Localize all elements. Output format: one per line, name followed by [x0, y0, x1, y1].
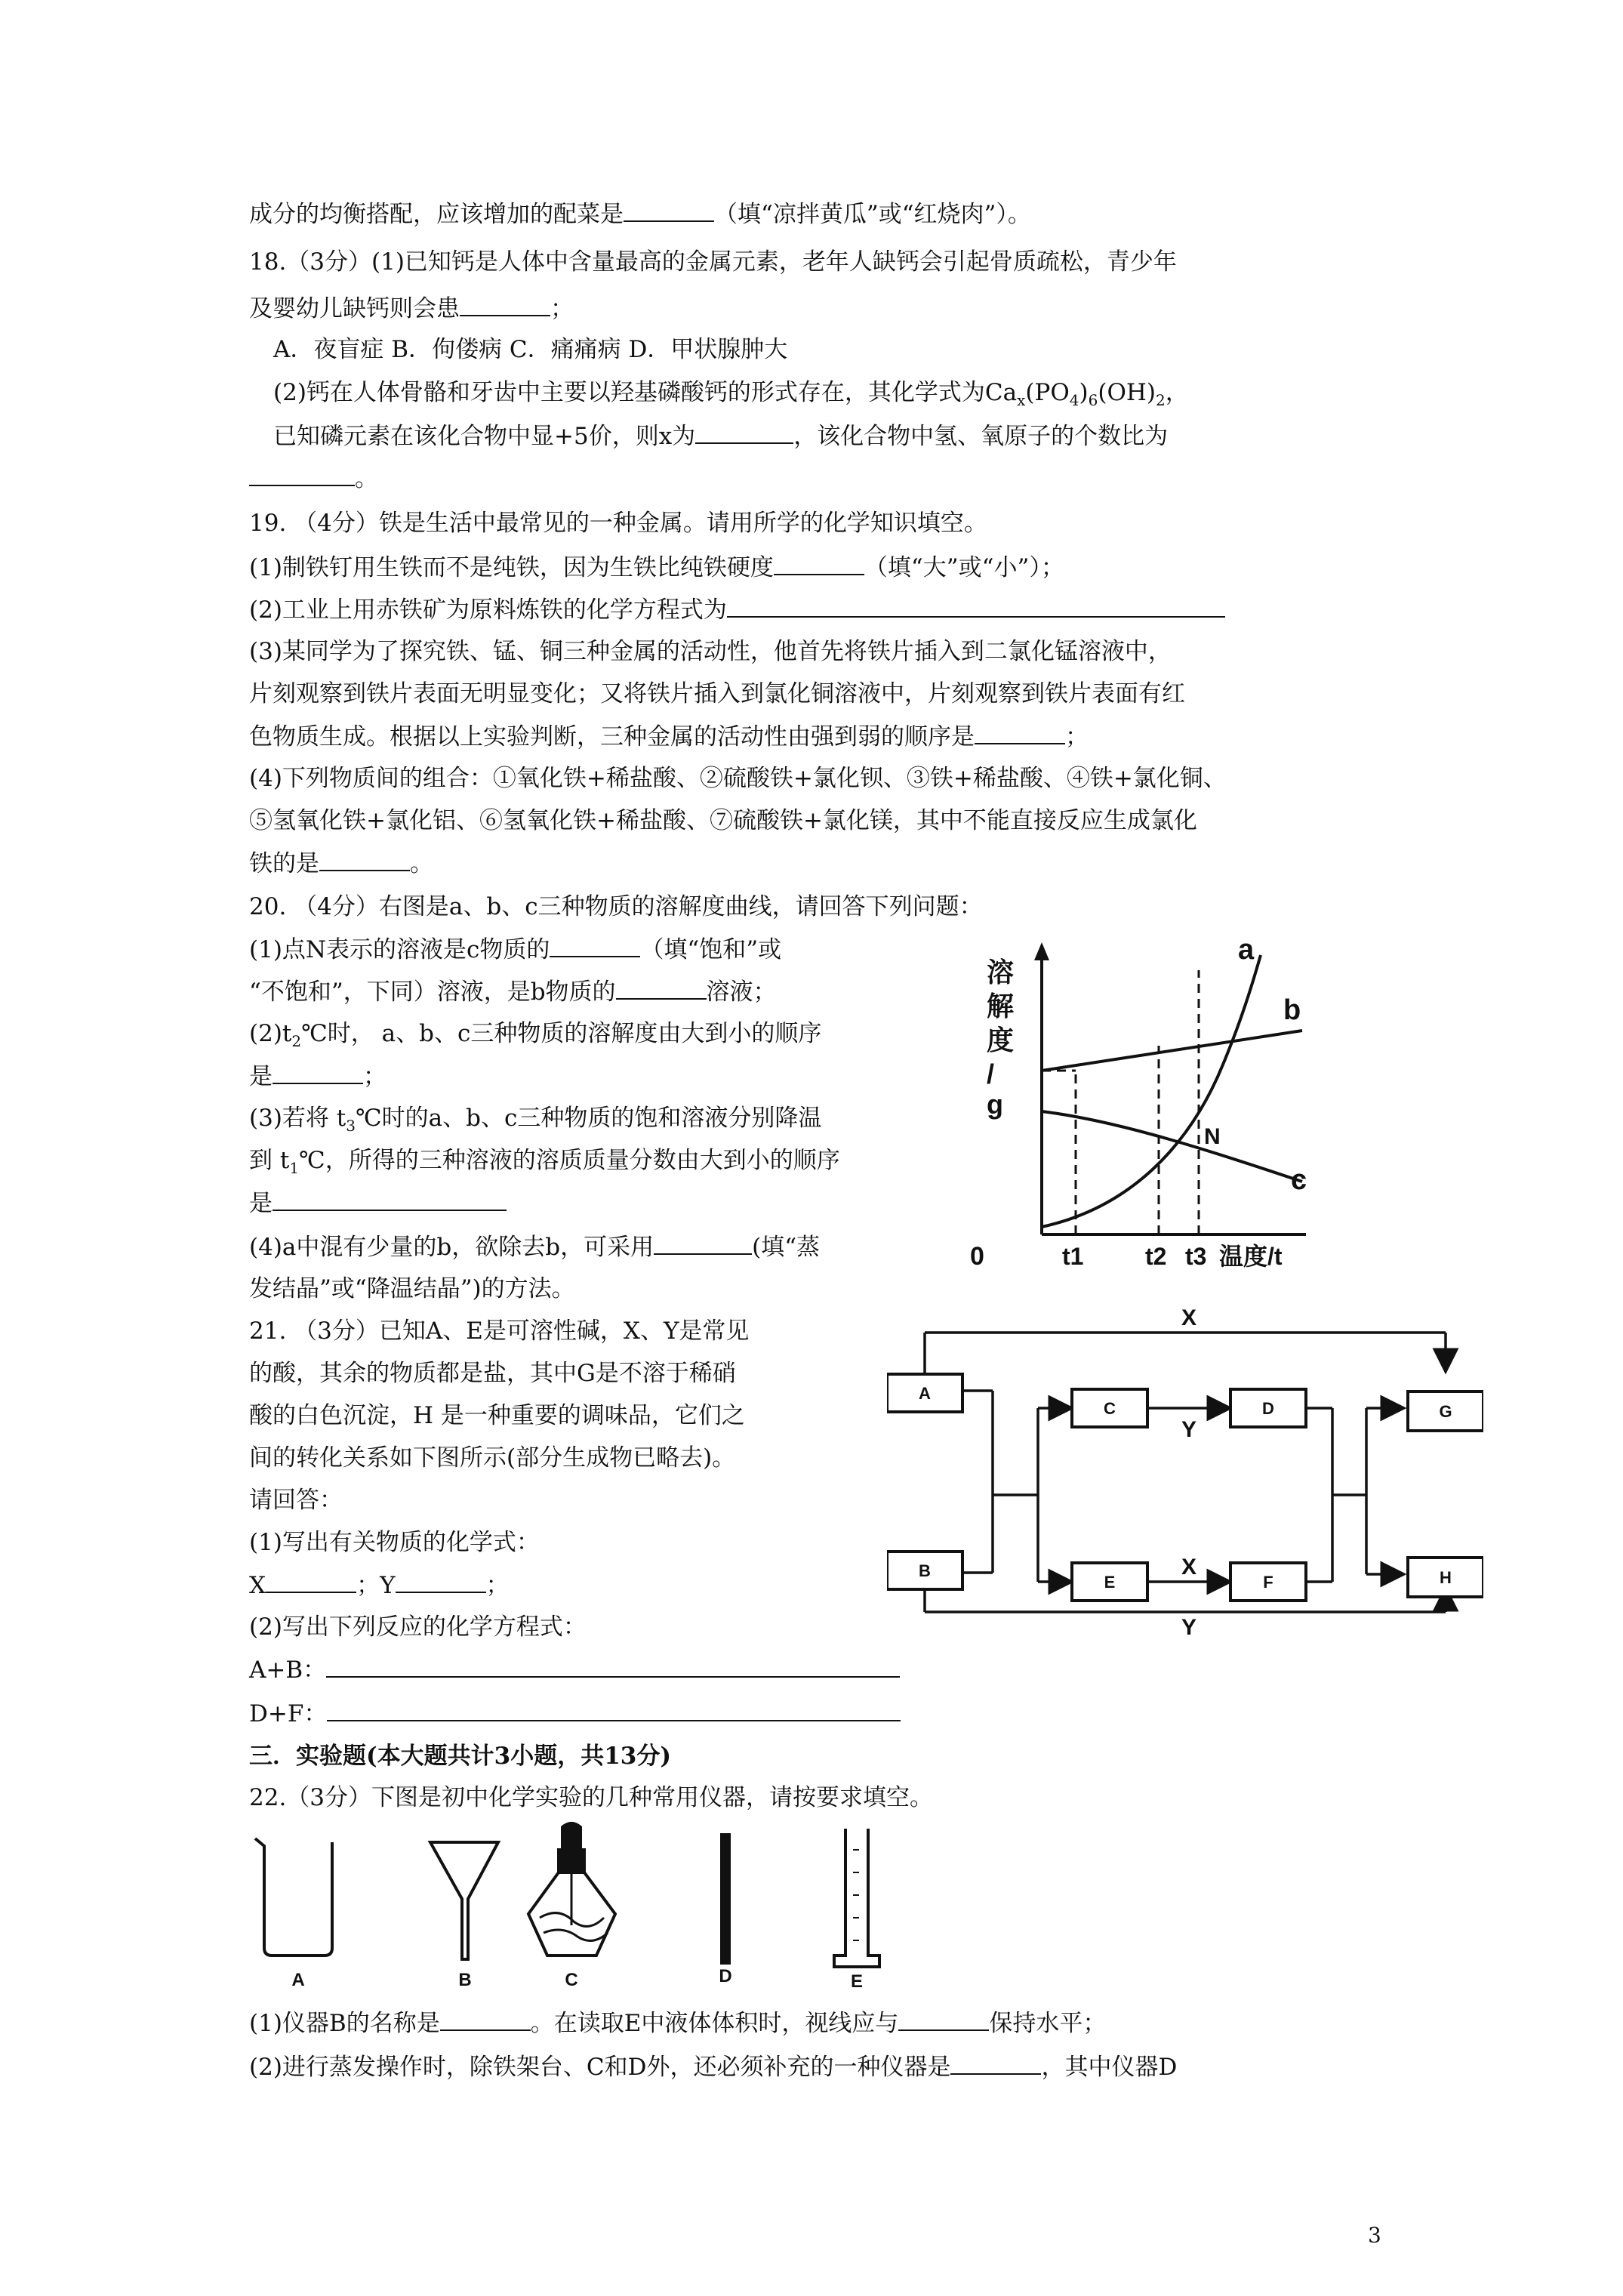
- label-e: E: [850, 1971, 864, 1989]
- q19-p3-line3: [249, 720, 1089, 753]
- y-axis-label-char: 解: [987, 991, 1015, 1022]
- q22-part1: [249, 2007, 1106, 2039]
- answer-blank[interactable]: [326, 1653, 900, 1678]
- conversion-diagram: [887, 1302, 1483, 1635]
- beaker-icon: [255, 1838, 332, 1955]
- subscript: 3: [346, 1117, 356, 1136]
- q17-text-end: （填“凉拌黄瓜”或“红烧肉”）。: [714, 201, 1031, 228]
- q22-p1-text: (1)仪器B的名称是: [249, 2010, 440, 2037]
- q18-part4: [249, 462, 378, 495]
- x-tick-t3: t3: [1185, 1243, 1207, 1270]
- edge-label-x-top: X: [1181, 1305, 1197, 1330]
- answer-blank[interactable]: [975, 720, 1065, 744]
- q18-line2: [249, 292, 574, 325]
- subscript: 6: [1088, 391, 1098, 410]
- q19-part2: [249, 593, 1225, 626]
- x-tick-t2: t2: [1145, 1243, 1167, 1270]
- x-tick-t1: t1: [1062, 1243, 1084, 1270]
- node-h: H: [1440, 1568, 1452, 1587]
- q20-p2-line2: [249, 1060, 387, 1093]
- answer-blank[interactable]: [327, 1697, 901, 1721]
- instruments-figure: [242, 1820, 981, 1989]
- q21-line3: 酸的白色沉淀，H 是一种重要的调味品，它们之: [249, 1402, 745, 1429]
- q18-part2: [273, 377, 1189, 416]
- q19-title: 19. （4分）铁是生活中最常见的一种金属。请用所学的化学知识填空。: [249, 510, 987, 537]
- node-a: A: [919, 1384, 931, 1403]
- q22-p2-text: (2)进行蒸发操作时，除铁架台、C和D外，还必须补充的一种仪器是: [249, 2054, 951, 2081]
- q19-p4-text: 铁的是: [249, 850, 319, 877]
- answer-blank[interactable]: [950, 2051, 1041, 2075]
- q22-part2: [249, 2051, 1177, 2083]
- formula-part: ): [1079, 379, 1089, 406]
- x-label: X: [249, 1572, 266, 1599]
- alcohol-lamp-icon: [528, 1823, 615, 1955]
- series-label-c: c: [1291, 1164, 1307, 1196]
- q20-p4-text-b: (填“蒸: [752, 1234, 821, 1261]
- q21-ab: [249, 1653, 900, 1686]
- answer-blank[interactable]: [616, 975, 707, 1000]
- y-axis-arrow: [1034, 942, 1049, 960]
- q19-p4-line3: [249, 847, 433, 880]
- subscript: 2: [1156, 391, 1166, 410]
- answer-blank[interactable]: [727, 593, 1225, 618]
- q20-p1-line2: [249, 975, 777, 1008]
- solubility-chart: [970, 936, 1332, 1272]
- answer-blank[interactable]: [774, 551, 864, 575]
- q22-p2-text-b: ，其中仪器D: [1041, 2054, 1178, 2081]
- node-d: D: [1262, 1399, 1274, 1418]
- node-e: E: [1104, 1573, 1116, 1592]
- section-3-title: 三．实验题(本大题共计3小题，共13分): [249, 1743, 672, 1770]
- glass-rod-icon: [722, 1835, 729, 1963]
- q20-p1-line1: [249, 933, 781, 966]
- q19-p3-text: 色物质生成。根据以上实验判断，三种金属的活动性由强到弱的顺序是: [249, 723, 975, 750]
- answer-blank[interactable]: [695, 420, 793, 444]
- q19-p3-line2: 片刻观察到铁片表面无明显变化；又将铁片插入到氯化铜溶液中，片刻观察到铁片表面有红: [249, 680, 1185, 707]
- answer-blank[interactable]: [319, 847, 410, 871]
- q20-p3-text-e: 是: [249, 1190, 273, 1217]
- q18-p3-text-b: ，该化合物中氢、氧原子的个数比为: [793, 423, 1169, 450]
- answer-blank[interactable]: [440, 2007, 531, 2031]
- subscript: 1: [289, 1159, 300, 1178]
- q18-p2-text: (2)钙在人体骨骼和牙齿中主要以羟基磷酸钙的形式存在，其化学式为Ca: [273, 379, 1018, 406]
- q21-line2: 的酸，其余的物质都是盐，其中G是不溶于稀硝: [249, 1360, 736, 1387]
- q20-p3-line1: [249, 1102, 821, 1142]
- y-label: ；Y: [356, 1572, 396, 1599]
- q20-p2-text-b: ℃时， a、b、c三种物质的溶解度由大到小的顺序: [301, 1020, 822, 1047]
- answer-blank[interactable]: [273, 1187, 507, 1211]
- q18-line2-end: ；: [550, 295, 574, 322]
- q21-line4: 间的转化关系如下图所示(部分生成物已略去)。: [249, 1444, 736, 1472]
- q21-title: 21. （3分）已知A、E是可溶性碱，X、Y是常见: [249, 1318, 750, 1345]
- subscript: x: [1017, 391, 1026, 410]
- subscript: 4: [1069, 391, 1079, 410]
- series-b-line: [1042, 1031, 1302, 1071]
- formula-part: (OH): [1098, 379, 1156, 406]
- q19-p3-end: ；: [1065, 723, 1089, 750]
- graduated-cylinder-icon: [834, 1829, 879, 1967]
- q19-p1-text: (1)制铁钉用生铁而不是纯铁，因为生铁比纯铁硬度: [249, 554, 774, 581]
- q20-p2-text-d: ；: [363, 1063, 387, 1090]
- q20-p3-text-c: 到 t: [249, 1147, 290, 1174]
- formula-part: ，: [1165, 379, 1189, 406]
- q17-text: 成分的均衡搭配，应该增加的配菜是: [249, 201, 624, 228]
- node-b: B: [919, 1561, 931, 1580]
- answer-blank[interactable]: [898, 2007, 989, 2031]
- q21-part2: (2)写出下列反应的化学方程式：: [249, 1613, 587, 1641]
- q20-p1-text-d: 溶液；: [706, 978, 777, 1006]
- answer-blank[interactable]: [396, 1569, 486, 1593]
- q17-line: [249, 198, 1031, 230]
- q19-p4-line2: ⑤氢氧化铁+氯化铝、⑥氢氧化铁+稀盐酸、⑦硫酸铁+氯化镁，其中不能直接反应生成氯化: [249, 807, 1197, 834]
- q18-part3: [273, 420, 1168, 452]
- q20-p2-text-c: 是: [249, 1063, 273, 1090]
- q21-formula-blanks: [249, 1569, 510, 1601]
- q20-p4-text: (4)a中混有少量的b，欲除去b，可采用: [249, 1234, 654, 1261]
- q20-p1-text-c: “不饱和”，下同）溶液，是b物质的: [249, 978, 616, 1006]
- formula-part: (PO: [1025, 379, 1070, 406]
- page-number: 3: [1368, 2223, 1381, 2248]
- answer-blank[interactable]: [624, 198, 714, 222]
- q20-p2-line1: [249, 1018, 821, 1057]
- edge-label-x-ef: X: [1181, 1555, 1197, 1579]
- y-axis-label-char: /: [987, 1059, 995, 1089]
- q19-p1-end: （填“大”或“小”）；: [864, 554, 1064, 581]
- answer-blank[interactable]: [273, 1060, 363, 1084]
- label-c: C: [565, 1970, 578, 1989]
- q22-title: 22.（3分）下图是初中化学实验的几种常用仪器，请按要求填空。: [249, 1784, 934, 1811]
- answer-blank[interactable]: [249, 462, 355, 486]
- df-label: D+F：: [249, 1700, 328, 1727]
- q21-df: [249, 1697, 901, 1730]
- q19-part1: [249, 551, 1064, 584]
- label-d: D: [719, 1966, 732, 1986]
- q20-p4-line2: 发结晶”或“降温结晶”)的方法。: [249, 1275, 575, 1302]
- edge-label-y-bottom: Y: [1181, 1615, 1197, 1635]
- node-g: G: [1439, 1402, 1452, 1421]
- series-c-line: [1042, 1111, 1302, 1182]
- series-label-a: a: [1238, 936, 1255, 966]
- q22-p1-text-b: 。在读取E中液体体积时，视线应与: [530, 2010, 899, 2037]
- subscript: 2: [291, 1032, 302, 1051]
- y-axis-label-char: g: [987, 1089, 1003, 1120]
- q19-p4-line1: (4)下列物质间的组合：①氧化铁+稀盐酸、②硫酸铁+氯化钡、③铁+稀盐酸、④铁+氯化铜、: [249, 765, 1227, 792]
- q20-p4-line1: [249, 1231, 820, 1263]
- answer-blank[interactable]: [266, 1569, 356, 1593]
- q21-line5: 请回答：: [249, 1487, 343, 1514]
- origin-label: 0: [970, 1242, 984, 1271]
- q20-p3-text-d: ℃，所得的三种溶液的溶质质量分数由大到小的顺序: [299, 1147, 840, 1174]
- y-axis-label-char: 度: [987, 1025, 1015, 1056]
- edge-label-y-cd: Y: [1181, 1417, 1197, 1442]
- q20-p2-text: (2)t: [249, 1020, 292, 1047]
- q20-p3-text: (3)若将 t: [249, 1105, 346, 1132]
- node-c: C: [1104, 1399, 1116, 1418]
- point-n-label: N: [1204, 1124, 1221, 1149]
- q19-p2-text: (2)工业上用赤铁矿为原料炼铁的化学方程式为: [249, 596, 727, 624]
- label-a: A: [291, 1970, 305, 1989]
- q20-p3-line2: [249, 1145, 840, 1184]
- q18-title: 18.（3分）(1)已知钙是人体中含量最高的金属元素，老年人缺钙会引起骨质疏松，青少年: [249, 248, 1177, 276]
- q20-p1-text-b: （填“饱和”或: [640, 936, 782, 963]
- q18-options: A．夜盲症 B．佝偻病 C．痛痛病 D．甲状腺肿大: [273, 336, 788, 363]
- q22-p1-text-c: 保持水平；: [989, 2010, 1107, 2037]
- label-b: B: [458, 1970, 472, 1989]
- node-f: F: [1263, 1573, 1273, 1592]
- q18-line2-text: 及婴幼儿缺钙则会患: [249, 295, 460, 322]
- q19-p4-end: 。: [410, 850, 433, 877]
- q20-p3-line3: [249, 1187, 507, 1219]
- ab-label: A+B：: [249, 1657, 327, 1684]
- answer-blank[interactable]: [460, 292, 550, 316]
- series-label-b: b: [1283, 994, 1301, 1026]
- q20-p1-text: (1)点N表示的溶液是c物质的: [249, 936, 550, 963]
- q19-p3-line1: (3)某同学为了探究铁、锰、铜三种金属的活动性，他首先将铁片插入到二氯化锰溶液中，: [249, 638, 1172, 665]
- x-axis-label: 温度/t: [1219, 1243, 1283, 1270]
- q20-p3-text-b: ℃时的a、b、c三种物质的饱和溶液分别降温: [355, 1105, 822, 1132]
- q21-part1: (1)写出有关物质的化学式：: [249, 1529, 540, 1556]
- q21-end: ；: [485, 1572, 510, 1599]
- answer-blank[interactable]: [654, 1231, 752, 1255]
- q18-p4-end: 。: [355, 465, 378, 492]
- y-axis-label-char: 溶: [987, 957, 1015, 988]
- q20-title: 20. （4分）右图是a、b、c三种物质的溶解度曲线，请回答下列问题：: [249, 893, 983, 920]
- funnel-icon: [430, 1842, 498, 1959]
- q18-p3-text: 已知磷元素在该化合物中显+5价，则x为: [273, 423, 696, 450]
- answer-blank[interactable]: [550, 933, 640, 957]
